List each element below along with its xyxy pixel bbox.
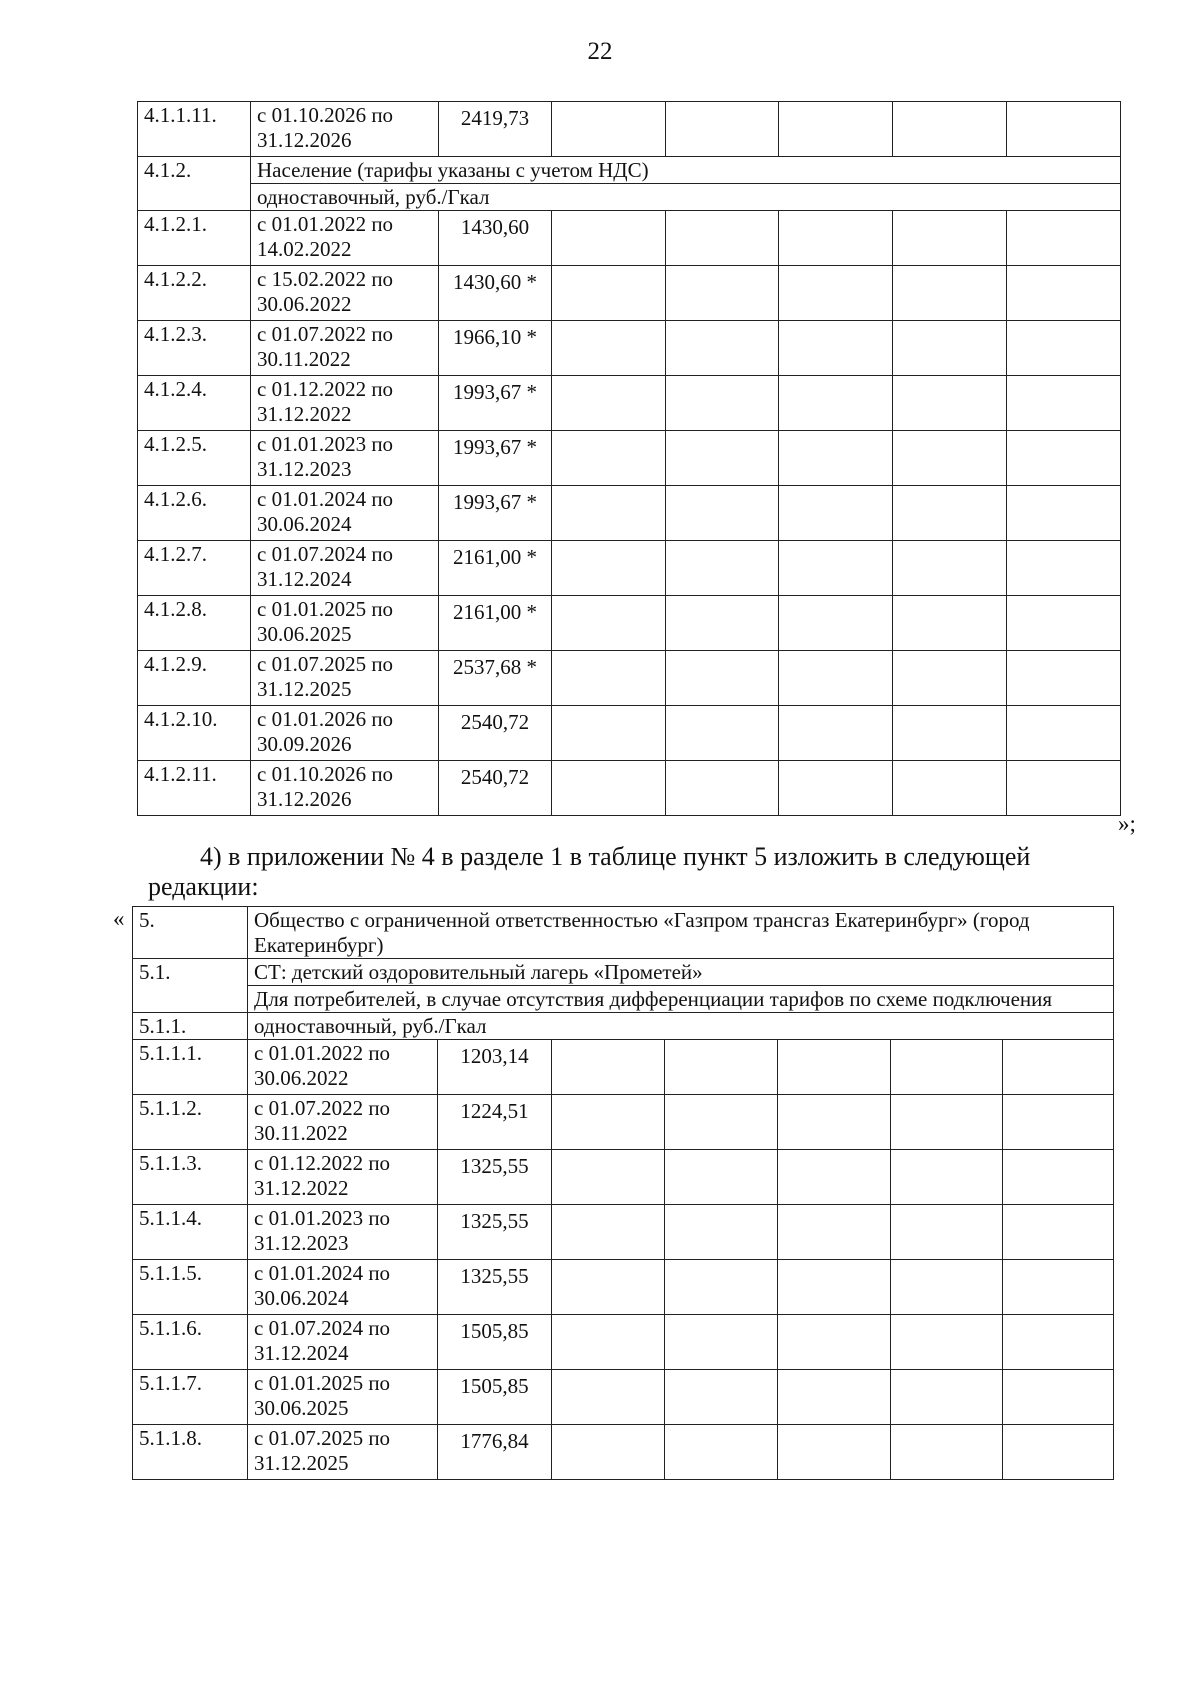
tariff-value: 2161,00 * (439, 596, 552, 651)
section-label: одноставочный, руб./Гкал (248, 1013, 1114, 1040)
empty-cell (552, 1260, 665, 1315)
tariff-value: 1993,67 * (439, 431, 552, 486)
table-row (133, 1425, 1114, 1480)
tariff-period: с 01.07.2024 по 31.12.2024 (251, 541, 439, 596)
empty-cell (665, 1205, 778, 1260)
empty-cell (891, 1040, 1003, 1095)
tariff-period: с 01.01.2024 по 30.06.2024 (248, 1260, 438, 1315)
empty-cell (552, 1150, 665, 1205)
empty-cell (778, 1425, 891, 1480)
empty-cell (1007, 706, 1121, 761)
section-row (133, 986, 1114, 1013)
opening-quote: « (113, 906, 125, 931)
tariff-table-heating (137, 101, 1121, 816)
table-row (138, 102, 1121, 157)
row-code: 5.1.1. (133, 1013, 248, 1040)
empty-cell (1003, 1205, 1114, 1260)
tariff-value: 1776,84 (438, 1425, 552, 1480)
tariff-value: 2161,00 * (439, 541, 552, 596)
table-row (138, 376, 1121, 431)
section-row (138, 184, 1121, 211)
empty-cell (666, 102, 779, 157)
tariff-period: с 01.10.2026 по 31.12.2026 (251, 102, 439, 157)
section-row (133, 907, 1114, 959)
empty-cell (893, 102, 1007, 157)
empty-cell (665, 1425, 778, 1480)
empty-cell (665, 1370, 778, 1425)
empty-cell (1007, 761, 1121, 816)
empty-cell (779, 761, 893, 816)
row-code: 4.1.2.10. (138, 706, 251, 761)
table-row (133, 1315, 1114, 1370)
tariff-value: 2537,68 * (439, 651, 552, 706)
empty-cell (552, 1095, 665, 1150)
empty-cell (891, 1095, 1003, 1150)
empty-cell (1007, 376, 1121, 431)
empty-cell (666, 211, 779, 266)
empty-cell (665, 1260, 778, 1315)
tariff-value: 1966,10 * (439, 321, 552, 376)
row-code: 5.1.1.1. (133, 1040, 248, 1095)
empty-cell (779, 651, 893, 706)
row-code: 5.1.1.8. (133, 1425, 248, 1480)
empty-cell (666, 266, 779, 321)
empty-cell (1007, 321, 1121, 376)
empty-cell (779, 706, 893, 761)
empty-cell (779, 211, 893, 266)
tariff-period: с 01.01.2023 по 31.12.2023 (251, 431, 439, 486)
empty-cell (778, 1205, 891, 1260)
empty-cell (891, 1370, 1003, 1425)
empty-cell (552, 761, 666, 816)
empty-cell (552, 102, 666, 157)
section-label: СТ: детский оздоровительный лагерь «Прометей» (248, 959, 1114, 986)
tariff-period: с 01.01.2026 по 30.09.2026 (251, 706, 439, 761)
row-code: 4.1.2.2. (138, 266, 251, 321)
tariff-period: с 01.07.2025 по 31.12.2025 (248, 1425, 438, 1480)
empty-cell (778, 1150, 891, 1205)
amendment-paragraph-line2: редакции: (148, 872, 259, 901)
empty-cell (1007, 102, 1121, 157)
table-row (138, 266, 1121, 321)
empty-cell (1003, 1425, 1114, 1480)
table-row (133, 1150, 1114, 1205)
section-label: Общество с ограниченной ответственностью «Газпром трансгаз Екатеринбург» (город Екатеринбург) (248, 907, 1114, 959)
empty-cell (1003, 1150, 1114, 1205)
empty-cell (666, 596, 779, 651)
empty-cell (552, 376, 666, 431)
tariff-period: с 01.01.2022 по 14.02.2022 (251, 211, 439, 266)
empty-cell (665, 1040, 778, 1095)
empty-cell (893, 486, 1007, 541)
table-body (133, 907, 1114, 1480)
empty-cell (552, 706, 666, 761)
empty-cell (666, 651, 779, 706)
row-code: 5.1. (133, 959, 248, 1013)
empty-cell (779, 596, 893, 651)
tariff-period: с 01.01.2023 по 31.12.2023 (248, 1205, 438, 1260)
empty-cell (1003, 1040, 1114, 1095)
tariff-period: с 01.10.2026 по 31.12.2026 (251, 761, 439, 816)
row-code: 4.1.2.11. (138, 761, 251, 816)
row-code: 5.1.1.6. (133, 1315, 248, 1370)
row-code: 5. (133, 907, 248, 959)
empty-cell (778, 1315, 891, 1370)
empty-cell (891, 1260, 1003, 1315)
empty-cell (893, 596, 1007, 651)
empty-cell (891, 1315, 1003, 1370)
empty-cell (1003, 1095, 1114, 1150)
empty-cell (779, 102, 893, 157)
empty-cell (893, 651, 1007, 706)
table-row (138, 486, 1121, 541)
row-code: 4.1.2.1. (138, 211, 251, 266)
row-code: 4.1.2.3. (138, 321, 251, 376)
tariff-period: с 01.01.2024 по 30.06.2024 (251, 486, 439, 541)
tariff-period: с 01.07.2024 по 31.12.2024 (248, 1315, 438, 1370)
empty-cell (1007, 486, 1121, 541)
empty-cell (893, 706, 1007, 761)
empty-cell (666, 761, 779, 816)
empty-cell (552, 651, 666, 706)
tariff-period: с 01.12.2022 по 31.12.2022 (251, 376, 439, 431)
empty-cell (552, 211, 666, 266)
tariff-period: с 01.01.2022 по 30.06.2022 (248, 1040, 438, 1095)
empty-cell (778, 1040, 891, 1095)
empty-cell (893, 321, 1007, 376)
empty-cell (779, 541, 893, 596)
tariff-value: 1224,51 (438, 1095, 552, 1150)
empty-cell (779, 266, 893, 321)
empty-cell (552, 596, 666, 651)
empty-cell (1003, 1260, 1114, 1315)
section-row (133, 959, 1114, 986)
empty-cell (552, 541, 666, 596)
empty-cell (552, 1315, 665, 1370)
tariff-period: с 15.02.2022 по 30.06.2022 (251, 266, 439, 321)
tariff-value: 1325,55 (438, 1205, 552, 1260)
tariff-value: 1430,60 (439, 211, 552, 266)
tariff-period: с 01.07.2025 по 31.12.2025 (251, 651, 439, 706)
empty-cell (1007, 431, 1121, 486)
tariff-value: 1325,55 (438, 1260, 552, 1315)
empty-cell (893, 376, 1007, 431)
empty-cell (893, 266, 1007, 321)
empty-cell (552, 486, 666, 541)
row-code: 4.1.2.4. (138, 376, 251, 431)
tariff-period: с 01.12.2022 по 31.12.2022 (248, 1150, 438, 1205)
empty-cell (779, 376, 893, 431)
empty-cell (665, 1150, 778, 1205)
tariff-value: 1325,55 (438, 1150, 552, 1205)
row-code: 4.1.2. (138, 157, 251, 211)
row-code: 5.1.1.3. (133, 1150, 248, 1205)
tariff-value: 1993,67 * (439, 376, 552, 431)
section-label: одноставочный, руб./Гкал (251, 184, 1121, 211)
table-row (138, 706, 1121, 761)
row-code: 4.1.2.9. (138, 651, 251, 706)
empty-cell (665, 1095, 778, 1150)
tariff-value: 2540,72 (439, 761, 552, 816)
row-code: 5.1.1.7. (133, 1370, 248, 1425)
empty-cell (552, 321, 666, 376)
table-row (138, 541, 1121, 596)
table-row (138, 761, 1121, 816)
empty-cell (779, 486, 893, 541)
row-code: 4.1.2.7. (138, 541, 251, 596)
empty-cell (893, 761, 1007, 816)
empty-cell (891, 1425, 1003, 1480)
section-label: Для потребителей, в случае отсутствия дифференциации тарифов по схеме подключения (248, 986, 1114, 1013)
section-row (133, 1013, 1114, 1040)
empty-cell (891, 1205, 1003, 1260)
table-body (138, 102, 1121, 816)
row-code: 4.1.2.8. (138, 596, 251, 651)
page-number: 22 (587, 38, 613, 65)
empty-cell (1003, 1315, 1114, 1370)
table-row (138, 596, 1121, 651)
empty-cell (552, 431, 666, 486)
empty-cell (1007, 596, 1121, 651)
table-row (138, 211, 1121, 266)
tariff-value: 1505,85 (438, 1315, 552, 1370)
empty-cell (552, 1425, 665, 1480)
table-row (133, 1205, 1114, 1260)
tariff-value: 1203,14 (438, 1040, 552, 1095)
tariff-period: с 01.01.2025 по 30.06.2025 (251, 596, 439, 651)
empty-cell (893, 431, 1007, 486)
tariff-period: с 01.07.2022 по 30.11.2022 (248, 1095, 438, 1150)
empty-cell (666, 376, 779, 431)
table-row (133, 1260, 1114, 1315)
tariff-value: 2419,73 (439, 102, 552, 157)
empty-cell (666, 321, 779, 376)
section-row (138, 157, 1121, 184)
amendment-paragraph-line1: 4) в приложении № 4 в разделе 1 в таблице пункт 5 изложить в следующей (200, 842, 1031, 871)
empty-cell (666, 431, 779, 486)
empty-cell (1007, 211, 1121, 266)
table-row (133, 1370, 1114, 1425)
empty-cell (552, 1040, 665, 1095)
empty-cell (778, 1095, 891, 1150)
empty-cell (779, 431, 893, 486)
row-code: 4.1.1.11. (138, 102, 251, 157)
tariff-value: 1430,60 * (439, 266, 552, 321)
tariff-period: с 01.01.2025 по 30.06.2025 (248, 1370, 438, 1425)
row-code: 4.1.2.5. (138, 431, 251, 486)
empty-cell (778, 1260, 891, 1315)
empty-cell (1007, 651, 1121, 706)
tariff-value: 2540,72 (439, 706, 552, 761)
empty-cell (552, 266, 666, 321)
row-code: 5.1.1.4. (133, 1205, 248, 1260)
empty-cell (552, 1370, 665, 1425)
tariff-period: с 01.07.2022 по 30.11.2022 (251, 321, 439, 376)
empty-cell (891, 1150, 1003, 1205)
empty-cell (666, 486, 779, 541)
table-row (138, 321, 1121, 376)
row-code: 5.1.1.2. (133, 1095, 248, 1150)
empty-cell (1007, 266, 1121, 321)
tariff-table-gazprom (132, 906, 1114, 1480)
table-row (133, 1040, 1114, 1095)
empty-cell (552, 1205, 665, 1260)
empty-cell (666, 706, 779, 761)
empty-cell (665, 1315, 778, 1370)
section-label: Население (тарифы указаны с учетом НДС) (251, 157, 1121, 184)
tariff-value: 1505,85 (438, 1370, 552, 1425)
row-code: 5.1.1.5. (133, 1260, 248, 1315)
empty-cell (778, 1370, 891, 1425)
empty-cell (666, 541, 779, 596)
empty-cell (893, 211, 1007, 266)
row-code: 4.1.2.6. (138, 486, 251, 541)
tariff-value: 1993,67 * (439, 486, 552, 541)
table-row (138, 651, 1121, 706)
empty-cell (1007, 541, 1121, 596)
table-row (133, 1095, 1114, 1150)
empty-cell (893, 541, 1007, 596)
table-row (138, 431, 1121, 486)
empty-cell (779, 321, 893, 376)
empty-cell (1003, 1370, 1114, 1425)
closing-quote: »; (1118, 811, 1136, 836)
